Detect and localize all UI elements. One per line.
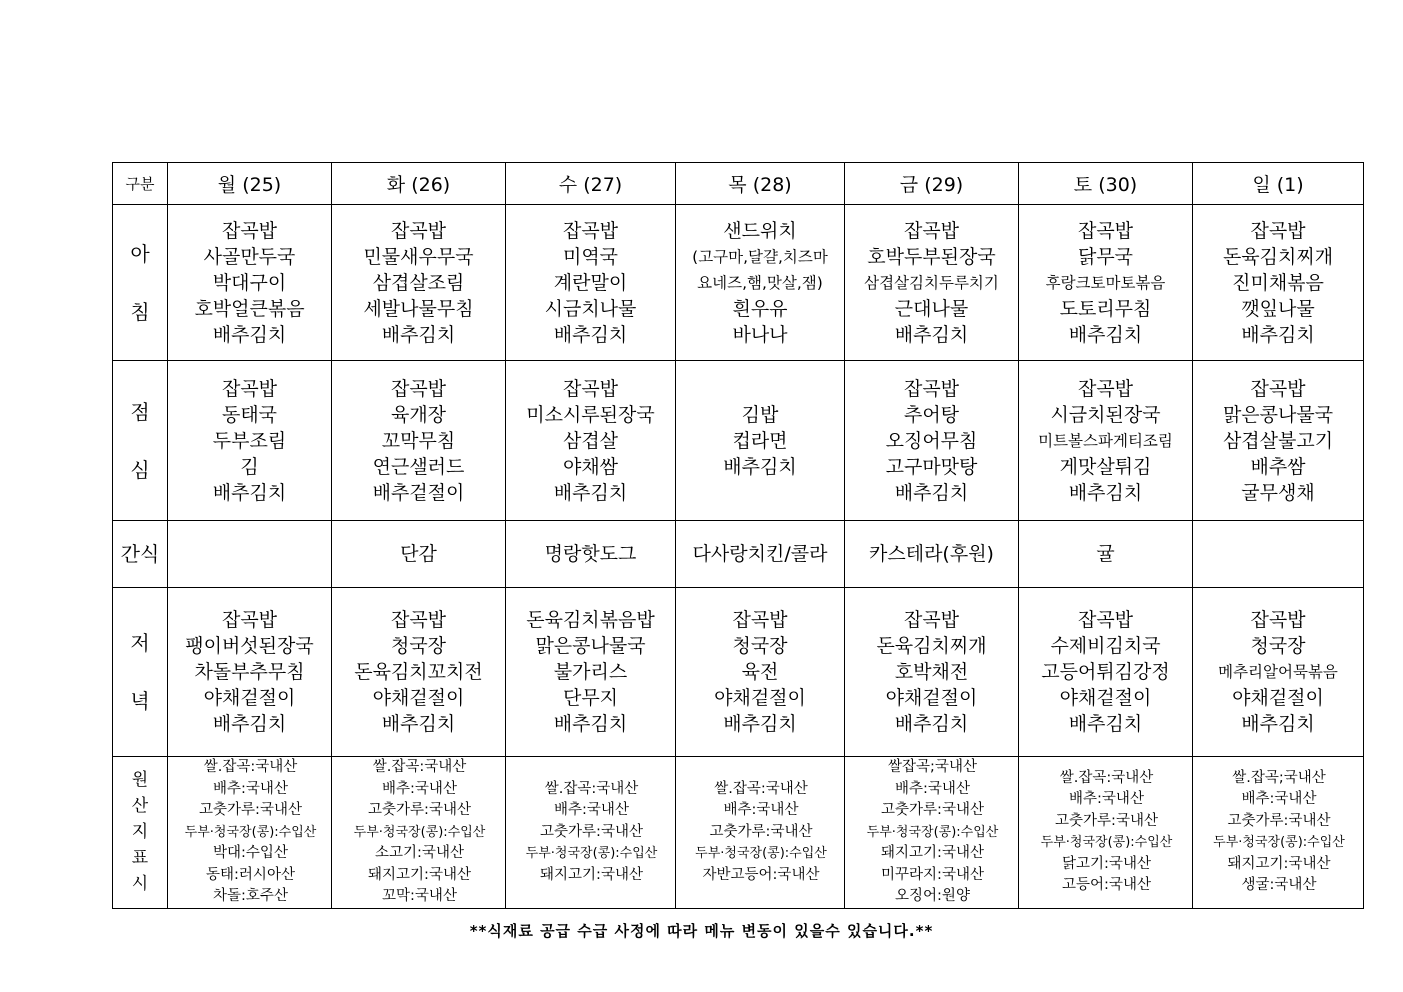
menu-item: 세발나물무침: [363, 297, 474, 320]
dinner-row: [113, 588, 1364, 757]
snack-row: [113, 521, 1364, 588]
header-row: [113, 163, 1364, 205]
day-header-wed: 수 (27): [506, 163, 676, 205]
dinner-cell-fri: [845, 588, 1019, 757]
menu-item: 삼겹살조림: [372, 271, 465, 294]
menu-item: 샌드위치: [723, 219, 797, 242]
lunch-label: [113, 361, 168, 521]
menu-item: 호박채전: [894, 661, 969, 683]
origin-item: 두부·청국장(콩):수입산: [1040, 835, 1173, 851]
origin-item: 고춧가루:국내산: [881, 802, 984, 818]
dinner-label-line: 저: [130, 631, 150, 655]
origin-item: 자반고등어:국내산: [702, 866, 820, 883]
menu-item: 메추리알어묵볶음: [1218, 663, 1338, 681]
menu-item: 바나나: [732, 323, 788, 346]
lunch-cell-mon: [168, 361, 332, 521]
menu-item: 단무지: [562, 687, 619, 709]
menu-item: 청국장: [732, 635, 788, 657]
origin-item: 쌀.잡곡:국내산: [1059, 769, 1154, 786]
breakfast-label-line: 아: [130, 241, 150, 266]
origin-item: 박대:수입산: [213, 845, 288, 861]
snack-cell-thu: 다사랑치킨/콜라: [676, 521, 845, 588]
menu-item: 오징어무침: [885, 429, 978, 452]
menu-item: 잡곡밥: [390, 609, 447, 631]
menu-item: 잡곡밥: [221, 219, 278, 242]
menu-item: 박대구이: [212, 271, 287, 294]
dinner-cell-sat: [1019, 588, 1193, 757]
day-header-thu: 목 (28): [676, 163, 845, 205]
menu-item: 잡곡밥: [903, 377, 960, 400]
origin-cell-tue: [332, 757, 506, 909]
menu-item: (고구마,달걀,치즈마: [692, 247, 828, 266]
menu-item: 깻잎나물: [1241, 297, 1315, 320]
origin-item: 돼지고기:국내산: [881, 845, 984, 861]
menu-item: 야채겉절이: [1059, 687, 1152, 709]
menu-item: 굴무생채: [1241, 481, 1315, 504]
day-header-sun: 일 (1): [1193, 163, 1364, 205]
lunch-cell-sat: [1019, 361, 1193, 521]
menu-item: 잡곡밥: [1250, 377, 1306, 400]
origin-cell-wed: [506, 757, 676, 909]
menu-item: 배추김치: [723, 455, 797, 478]
menu-item: 야채겉절이: [885, 687, 978, 709]
origin-cell-mon: [168, 757, 332, 909]
menu-item: 계란말이: [553, 271, 628, 294]
menu-item: 잡곡밥: [390, 377, 447, 400]
lunch-cell-thu: [676, 361, 845, 521]
menu-item: 배추김치: [381, 713, 456, 735]
origin-item: 쌀.잡곡;국내산: [1232, 769, 1326, 786]
origin-item: 쌀잡곡;국내산: [888, 759, 977, 775]
menu-item: 야채겉절이: [203, 687, 296, 709]
menu-item: 잡곡밥: [221, 377, 278, 400]
menu-item: 잡곡밥: [1077, 219, 1134, 242]
lunch-cell-fri: [845, 361, 1019, 521]
origin-item: 두부·청국장(콩):수입산: [353, 824, 486, 840]
dinner-cell-mon: [168, 588, 332, 757]
menu-item: 도토리무침: [1059, 297, 1152, 320]
snack-cell-sun: [1193, 521, 1364, 588]
menu-item: 수제비김치국: [1050, 635, 1161, 657]
menu-item: 야채쌈: [562, 455, 619, 478]
menu-item: 돈육김치찌개: [876, 635, 987, 657]
header-label: 구분: [113, 163, 168, 205]
menu-item: 요네즈,햄,맛살,잼): [697, 273, 823, 292]
menu-item: 진미채볶음: [1232, 271, 1324, 294]
origin-item: 배추:국내산: [895, 780, 970, 797]
menu-item: 시금치된장국: [1050, 403, 1161, 426]
menu-item: 김밥: [741, 403, 779, 426]
menu-item: 야채겉절이: [1232, 687, 1324, 709]
menu-item: 잡곡밥: [732, 609, 788, 631]
breakfast-cell-fri: [845, 205, 1019, 361]
origin-item: 쌀.잡곡:국내산: [203, 759, 298, 775]
origin-label-line: 원: [131, 770, 149, 791]
origin-item: 배추:국내산: [213, 780, 288, 797]
menu-item: 호박두부된장국: [867, 245, 996, 268]
dinner-label-line: 녁: [130, 689, 150, 713]
menu-item: 배추김치: [894, 713, 969, 735]
menu-item: 잡곡밥: [903, 609, 960, 631]
origin-item: 배추:국내산: [723, 802, 799, 818]
menu-item: 육개장: [390, 403, 447, 426]
origin-item: 고춧가루:국내산: [1055, 812, 1158, 829]
menu-item: 야채겉절이: [714, 687, 806, 709]
origin-item: 두부·청국장(콩):수입산: [695, 846, 827, 861]
origin-item: 생굴:국내산: [1241, 877, 1317, 894]
menu-item: 배추김치: [212, 713, 287, 735]
day-header-tue: 화 (26): [332, 163, 506, 205]
menu-item: 청국장: [1250, 635, 1306, 657]
meal-menu-table: [112, 162, 1364, 909]
menu-item: 배추김치: [723, 713, 797, 735]
menu-item: 팽이버섯된장국: [185, 635, 314, 657]
menu-item: 배추김치: [1068, 713, 1143, 735]
origin-item: 배추:국내산: [1241, 791, 1317, 808]
origin-label-line: 표: [131, 848, 149, 869]
origin-item: 쌀.잡곡:국내산: [714, 780, 808, 797]
menu-item: 잡곡밥: [390, 219, 447, 242]
menu-item: 배추김치: [553, 481, 628, 504]
menu-item: 잡곡밥: [1250, 219, 1306, 242]
origin-item: 두부·청국장(콩):수입산: [184, 824, 317, 840]
origin-item: 고춧가루:국내산: [1227, 812, 1331, 829]
breakfast-cell-sun: [1193, 205, 1364, 361]
menu-item: 배추김치: [894, 323, 969, 346]
menu-item: 배추김치: [1241, 323, 1315, 346]
menu-item: 맑은콩나물국: [1222, 403, 1334, 426]
breakfast-row: [113, 205, 1364, 361]
menu-item: 잡곡밥: [903, 219, 960, 242]
origin-item: 동태:러시아산: [206, 866, 295, 883]
menu-item: 불가리스: [553, 661, 628, 683]
dinner-cell-wed: [506, 588, 676, 757]
origin-item: 돼지고기:국내산: [1227, 855, 1331, 872]
breakfast-label-line: 침: [130, 299, 150, 324]
menu-item: 배추김치: [1241, 713, 1315, 735]
menu-item: 청국장: [390, 635, 447, 657]
menu-item: 배추김치: [212, 481, 287, 504]
origin-item: 고춧가루:국내산: [709, 823, 813, 840]
breakfast-cell-tue: [332, 205, 506, 361]
snack-cell-sat: 귤: [1019, 521, 1193, 588]
menu-item: 잡곡밥: [1077, 377, 1134, 400]
menu-item: 컵라면: [732, 429, 788, 452]
origin-item: 고춧가루:국내산: [368, 802, 471, 818]
menu-item: 민물새우무국: [363, 245, 474, 268]
breakfast-cell-sat: [1019, 205, 1193, 361]
origin-label: [113, 757, 168, 909]
origin-item: 두부·청국장(콩):수입산: [525, 846, 658, 861]
menu-item: 차돌부추무침: [194, 661, 305, 683]
menu-item: 삼겹살불고기: [1222, 429, 1334, 452]
lunch-cell-wed: [506, 361, 676, 521]
origin-item: 꼬막:국내산: [382, 888, 457, 904]
origin-item: 오징어:원양: [895, 888, 970, 904]
menu-item: 게맛살튀김: [1059, 455, 1152, 478]
menu-item: 배추김치: [1068, 481, 1143, 504]
menu-change-notice: **식재료 공급 수급 사정에 따라 메뉴 변동이 있을수 있습니다.**: [469, 922, 934, 940]
origin-item: 고춧가루:국내산: [199, 802, 302, 818]
snack-cell-wed: 명랑핫도그: [506, 521, 676, 588]
breakfast-cell-mon: [168, 205, 332, 361]
menu-item: 잡곡밥: [562, 219, 619, 242]
origin-item: 돼지고기:국내산: [540, 866, 643, 883]
menu-item: 호박얼큰볶음: [194, 297, 305, 320]
snack-cell-tue: 단감: [332, 521, 506, 588]
menu-item: 배추쌈: [1250, 455, 1306, 478]
origin-label-line: 산: [131, 796, 149, 817]
origin-item: 돼지고기:국내산: [368, 866, 471, 883]
menu-item: 육전: [741, 661, 779, 683]
origin-item: 차돌:호주산: [213, 888, 288, 904]
origin-item: 배추:국내산: [554, 802, 629, 818]
menu-item: 시금치나물: [544, 297, 637, 320]
origin-cell-sat: [1019, 757, 1193, 909]
lunch-cell-sun: [1193, 361, 1364, 521]
day-header-fri: 금 (29): [845, 163, 1019, 205]
dinner-label: [113, 588, 168, 757]
origin-item: 쌀.잡곡:국내산: [544, 780, 639, 797]
snack-cell-fri: 카스테라(후원): [845, 521, 1019, 588]
menu-item: 돈육김치꼬치전: [354, 661, 483, 683]
menu-item: 미역국: [562, 245, 619, 268]
menu-item: 배추김치: [894, 481, 969, 504]
menu-item: 돈육김치찌개: [1222, 245, 1334, 268]
origin-label-line: 시: [131, 874, 149, 895]
menu-item: 두부조림: [212, 429, 287, 452]
origin-item: 닭고기:국내산: [1062, 855, 1151, 872]
menu-item: 추어탕: [903, 403, 960, 426]
breakfast-cell-thu: [676, 205, 845, 361]
origin-item: 배추:국내산: [1069, 791, 1144, 808]
origin-item: 미꾸라지:국내산: [881, 866, 984, 883]
day-header-sat: 토 (30): [1019, 163, 1193, 205]
menu-item: 맑은콩나물국: [535, 635, 646, 657]
menu-item: 잡곡밥: [1077, 609, 1134, 631]
breakfast-label: [113, 205, 168, 361]
menu-item: 근대나물: [894, 297, 969, 320]
menu-item: 고등어튀김강정: [1041, 661, 1170, 683]
snack-cell-mon: [168, 521, 332, 588]
origin-item: 고춧가루:국내산: [540, 823, 643, 840]
menu-item: 돈육김치볶음밥: [526, 609, 655, 631]
origin-item: 소고기:국내산: [375, 845, 464, 861]
breakfast-cell-wed: [506, 205, 676, 361]
menu-item: 배추겉절이: [372, 481, 465, 504]
menu-item: 배추김치: [212, 323, 287, 346]
menu-item: 흰우유: [732, 297, 788, 320]
menu-item: 배추김치: [553, 713, 628, 735]
menu-item: 배추김치: [1068, 323, 1143, 346]
lunch-cell-tue: [332, 361, 506, 521]
dinner-cell-tue: [332, 588, 506, 757]
snack-label: 간식: [113, 521, 168, 588]
menu-item: 김: [240, 455, 259, 478]
menu-item: 미트볼스파게티조림: [1038, 431, 1173, 450]
menu-item: 동태국: [221, 403, 278, 426]
menu-item: 연근샐러드: [372, 455, 465, 478]
origin-cell-fri: [845, 757, 1019, 909]
origin-item: 고등어:국내산: [1062, 877, 1151, 894]
menu-item: 잡곡밥: [562, 377, 619, 400]
lunch-label-line: 심: [130, 457, 150, 482]
menu-item: 고구마맛탕: [885, 455, 978, 478]
origin-item: 두부·청국장(콩):수입산: [866, 824, 999, 840]
origin-item: 배추:국내산: [382, 780, 457, 797]
origin-cell-thu: [676, 757, 845, 909]
lunch-label-line: 점: [130, 399, 150, 424]
day-header-mon: 월 (25): [168, 163, 332, 205]
menu-item: 잡곡밥: [1250, 609, 1306, 631]
menu-item: 배추김치: [553, 323, 628, 346]
origin-cell-sun: [1193, 757, 1364, 909]
menu-item: 미소시루된장국: [526, 403, 655, 426]
origin-label-line: 지: [131, 822, 149, 843]
dinner-cell-thu: [676, 588, 845, 757]
dinner-cell-sun: [1193, 588, 1364, 757]
menu-item: 삼겹살: [562, 429, 619, 452]
menu-item: 사골만두국: [203, 245, 296, 268]
origin-row: [113, 757, 1364, 909]
lunch-row: [113, 361, 1364, 521]
origin-item: 두부·청국장(콩):수입산: [1213, 835, 1345, 851]
menu-item: 꼬막무침: [381, 429, 456, 452]
menu-item: 후랑크토마토볶음: [1045, 273, 1166, 292]
menu-item: 배추김치: [381, 323, 456, 346]
origin-item: 쌀.잡곡:국내산: [372, 759, 467, 775]
menu-item: 야채겉절이: [372, 687, 465, 709]
menu-item: 잡곡밥: [221, 609, 278, 631]
menu-item: 삼겹살김치두루치기: [864, 273, 999, 292]
menu-item: 닭무국: [1077, 245, 1134, 268]
